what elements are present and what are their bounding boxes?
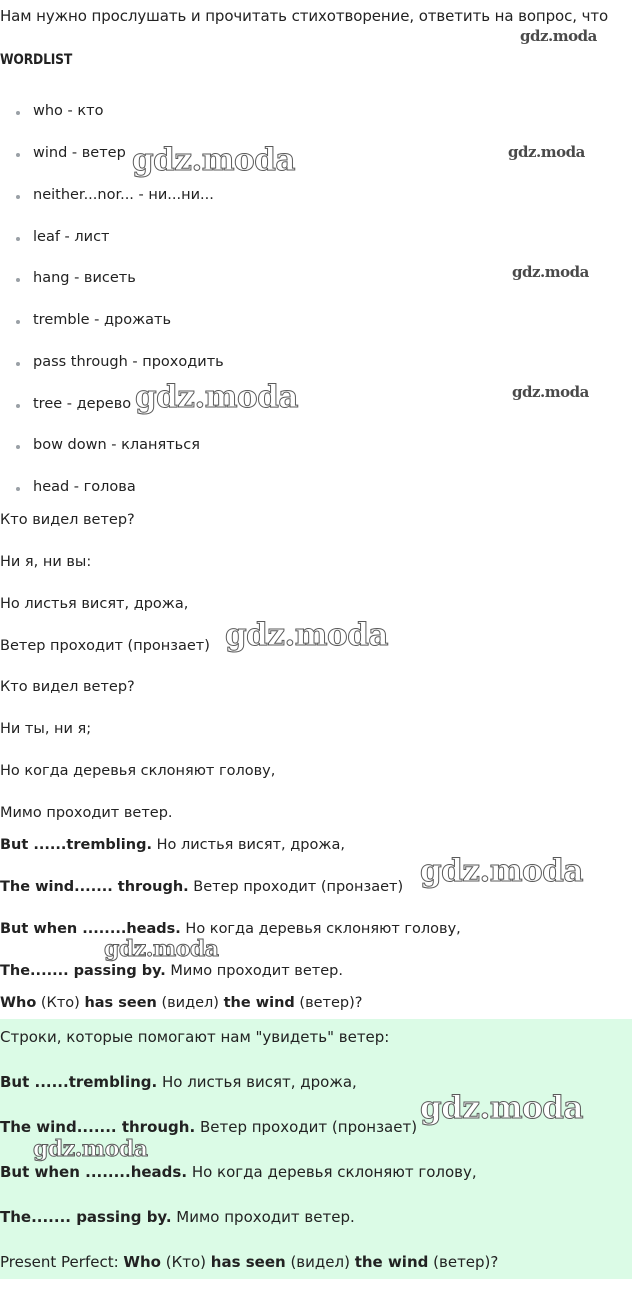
question-text: (видел) bbox=[156, 995, 224, 1011]
answer-bold: has seen bbox=[210, 1253, 286, 1271]
watermark: gdz.moda bbox=[512, 383, 589, 401]
answer-russian: Ветер проходит (пронзает) bbox=[195, 1118, 418, 1136]
question-bold: the wind bbox=[223, 995, 295, 1011]
gap-line bbox=[0, 963, 343, 979]
watermark: gdz.moda bbox=[33, 1136, 148, 1162]
list-item: tree - дерево bbox=[33, 396, 132, 412]
answer-text: (видел) bbox=[285, 1253, 355, 1271]
translation-line: Мимо проходит ветер. bbox=[0, 805, 173, 821]
question-bold: Who bbox=[0, 995, 37, 1011]
list-item: neither...nor... - ни...ни... bbox=[33, 187, 214, 203]
list-item: wind - ветер bbox=[33, 145, 126, 161]
gap-line bbox=[0, 879, 403, 895]
answer-line bbox=[0, 1208, 355, 1226]
answer-text: (ветер)? bbox=[428, 1253, 499, 1271]
answer-line bbox=[0, 1118, 417, 1136]
gap-line bbox=[0, 837, 345, 853]
answer-russian: Но листья висят, дрожа, bbox=[157, 1073, 357, 1091]
answer-english: The wind....... through. bbox=[0, 1118, 196, 1136]
list-item: leaf - лист bbox=[33, 229, 110, 245]
question-line bbox=[0, 995, 362, 1011]
watermark: gdz.moda bbox=[420, 1090, 583, 1126]
watermark: gdz.moda bbox=[104, 936, 219, 962]
translation-line: Кто видел ветер? bbox=[0, 512, 135, 528]
list-item: pass through - проходить bbox=[33, 354, 224, 370]
translation-line: Кто видел ветер? bbox=[0, 679, 135, 695]
translation-line: Но когда деревья склоняют голову, bbox=[0, 763, 276, 779]
wordlist-heading: WORDLIST bbox=[0, 52, 73, 68]
watermark: gdz.moda bbox=[132, 142, 295, 178]
answer-line bbox=[0, 1163, 477, 1181]
translation-line: Ни ты, ни я; bbox=[0, 721, 92, 737]
translation-line: Ветер проходит (пронзает) bbox=[0, 638, 210, 654]
question-text: (ветер)? bbox=[294, 995, 363, 1011]
list-item: bow down - кланяться bbox=[33, 437, 200, 453]
gap-russian: Мимо проходит ветер. bbox=[165, 963, 343, 979]
watermark: gdz.moda bbox=[225, 617, 388, 653]
answer-bold: Who bbox=[123, 1253, 161, 1271]
answer-heading: Строки, которые помогают нам "увидеть" ветер: bbox=[0, 1028, 390, 1046]
translation-line: Но листья висят, дрожа, bbox=[0, 596, 189, 612]
watermark: gdz.moda bbox=[135, 379, 298, 415]
answer-english: The....... passing by. bbox=[0, 1208, 172, 1226]
question-bold: has seen bbox=[84, 995, 157, 1011]
present-perfect-prefix: Present Perfect: bbox=[0, 1253, 124, 1271]
list-item: tremble - дрожать bbox=[33, 312, 172, 328]
answer-english: But ......trembling. bbox=[0, 1073, 158, 1091]
gap-line bbox=[0, 921, 461, 937]
gap-russian: Но когда деревья склоняют голову, bbox=[180, 921, 461, 937]
translation-line: Ни я, ни вы: bbox=[0, 554, 92, 570]
list-item: who - кто bbox=[33, 103, 104, 119]
gap-russian: Ветер проходит (пронзает) bbox=[188, 879, 404, 895]
gap-english: The wind....... through. bbox=[0, 879, 189, 895]
gap-russian: Но листья висят, дрожа, bbox=[151, 837, 345, 853]
watermark: gdz.moda bbox=[420, 853, 583, 889]
list-item: hang - висеть bbox=[33, 270, 136, 286]
intro-text: Нам нужно прослушать и прочитать стихотворение, ответить на вопрос, что bbox=[0, 7, 609, 25]
answer-text: (Кто) bbox=[160, 1253, 211, 1271]
answer-russian: Мимо проходит ветер. bbox=[171, 1208, 355, 1226]
watermark: gdz.moda bbox=[512, 263, 589, 281]
gap-english: But when ........heads. bbox=[0, 921, 181, 937]
answer-bold: the wind bbox=[354, 1253, 429, 1271]
answer-english: But when ........heads. bbox=[0, 1163, 188, 1181]
question-text: (Кто) bbox=[36, 995, 85, 1011]
present-perfect-line bbox=[0, 1253, 498, 1271]
watermark: gdz.moda bbox=[520, 27, 597, 45]
gap-english: The....... passing by. bbox=[0, 963, 166, 979]
answer-russian: Но когда деревья склоняют голову, bbox=[187, 1163, 477, 1181]
answer-line bbox=[0, 1073, 357, 1091]
list-item: head - голова bbox=[33, 479, 136, 495]
watermark: gdz.moda bbox=[508, 143, 585, 161]
gap-english: But ......trembling. bbox=[0, 837, 152, 853]
